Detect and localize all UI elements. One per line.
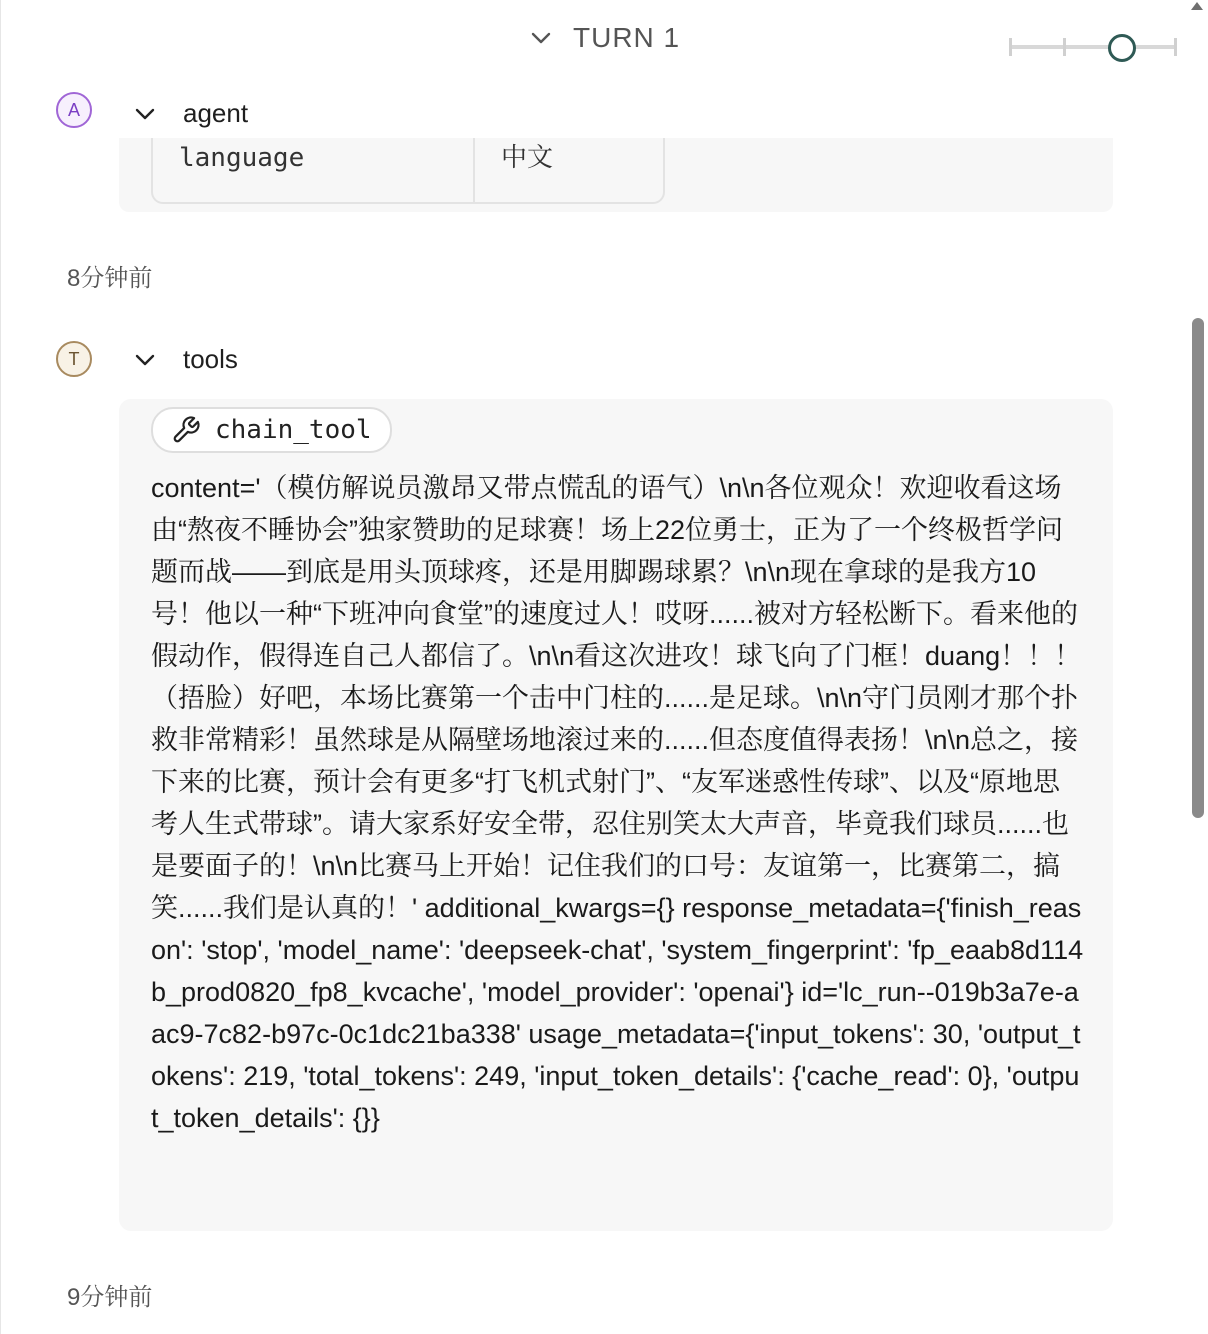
scroll-up-arrow-icon[interactable] [1191,2,1203,10]
agent-output-card [119,138,1113,212]
turn-label: TURN 1 [573,22,681,53]
chevron-down-icon[interactable] [133,102,157,126]
table-key: language [153,138,475,202]
slider-thumb[interactable] [1108,34,1136,62]
table-value: 中文 [501,143,554,173]
tools-avatar: T [56,341,92,377]
tool-name: chain_tool [215,415,372,445]
agent-message-header[interactable] [133,98,248,129]
tool-output-text: content='（模仿解说员激昂又带点慌乱的语气）\n\n各位观众！欢迎收看这场由“熬夜不睡协会”独家赞助的足球赛！场上22位勇士，正为了一个终极哲学问题而战——到底是用头顶球疼，还是用脚踢球累？\n\n现在拿球的是我方10号！他以一种“下班冲向食堂”的速度过人！哎呀......被对方轻松断下。看来他的假动作，假得连自己人都信了。\n\n看这次进攻！球飞向了门框！duang！！！（捂脸）好吧，本场比赛第一个击中门柱的......是足球。\n\n守门员刚才那个扑救非常精彩！虽然球是从隔壁场地滚过来的......但态度值得表扬！\n\n总之，接下来的比赛，预计会有更多“打飞机式射门”、“友军迷惑性传球”、以及“原地思考人生式带球”。请大家系好安全带，忍住别笑太大声音，毕竟我们球员......也是要面子的！\n\n比赛马上开始！记住我们的口号：友谊第一，比赛第二，搞笑......我们是认真的！' additional_kwargs={} response_metadata={'finish_reason': 'stop', 'model_name': 'deepseek-chat', 'system_fingerprint': 'fp_eaab8d114b_prod0820_fp8_kvcache', 'model_provider': 'openai'} id='lc_run--019b3a7e-aac9-7c82-b97c-0c1dc21ba338' usage_metadata={'input_tokens': 30, 'output_tokens': 219, 'total_tokens': 249, 'input_token_details': {'cache_read': 0}, 'output_token_details': {}} [151,473,1084,1133]
turn-slider[interactable] [1009,32,1177,62]
tool-output-card [119,399,1113,1231]
agent-output-table [151,138,665,204]
tool-name-chip[interactable] [151,407,392,453]
scrollbar[interactable] [1188,0,1208,1334]
chevron-down-icon[interactable] [133,348,157,372]
agent-avatar: A [56,92,92,128]
slider-tick [1174,38,1177,56]
chevron-down-icon[interactable] [529,26,553,50]
slider-tick [1009,38,1012,56]
message-timestamp: 9分钟前 [67,1284,153,1311]
message-timestamp: 8分钟前 [67,265,153,292]
tools-role-label: tools [183,344,238,374]
scrollbar-thumb[interactable] [1192,318,1204,818]
tools-message-header[interactable] [133,344,238,375]
slider-track[interactable] [1009,45,1177,49]
turn-header[interactable] [529,22,680,54]
wrench-icon [171,415,201,445]
agent-role-label: agent [183,98,249,128]
slider-tick [1063,38,1066,56]
